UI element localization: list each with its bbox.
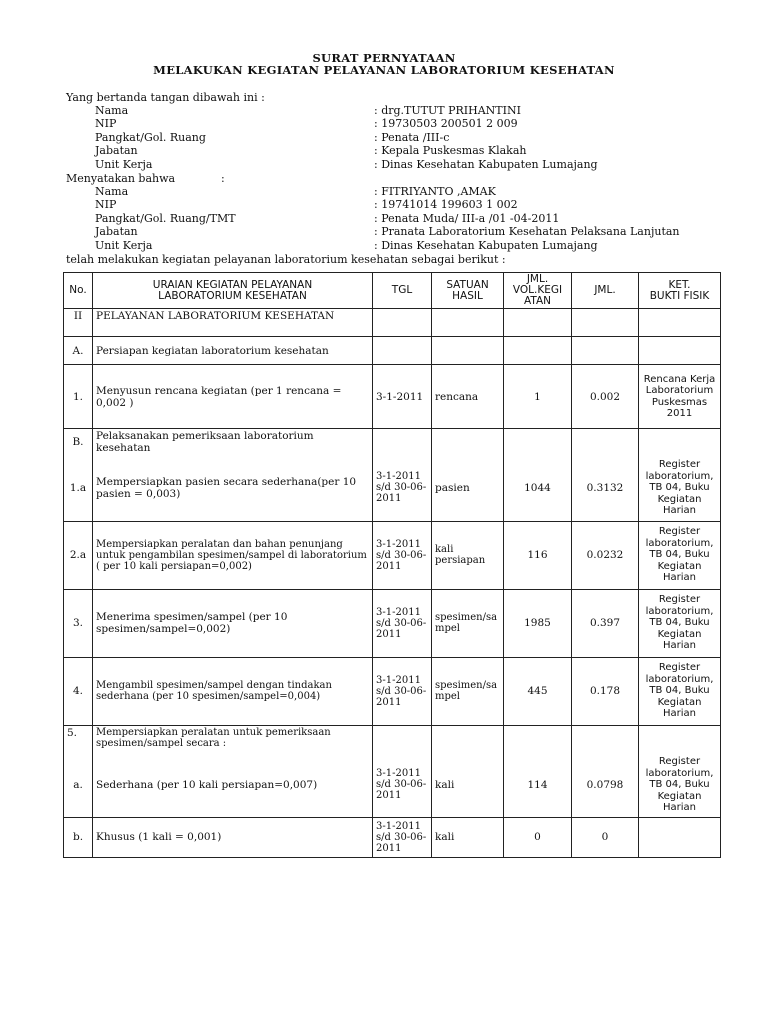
group-a-no: A. [64,337,93,365]
header-ket-line1: KET. [668,278,691,291]
table-row [64,365,721,429]
row-vol: 1985 [504,589,572,657]
subject-label-jabatan: Jabatan [95,225,138,238]
header-satuan-line1: SATUAN [446,278,489,291]
row-uraian: Sederhana (per 10 kali persiapan=0,007) [93,753,373,817]
table-row [64,725,721,753]
signer-label-nama: Nama [95,104,129,117]
row-uraian: Mempersiapkan pasien secara sederhana(per 10 pasien = 0,003) [93,455,373,521]
subject-value-jabatan: : Pranata Laboratorium Kesehatan Pelaksana Lanjutan [374,225,680,238]
row-ket: Register laboratorium, TB 04, Buku Kegiatan Harian [639,521,721,589]
row-vol: 1 [504,365,572,429]
table-row [64,657,721,725]
signer-label-nip: NIP [95,117,117,130]
subject-intro: Menyatakan bahwa [66,172,176,185]
activity-table [63,272,721,858]
row-jml: 0.002 [572,365,639,429]
signer-value-pangkat: : Penata /III-c [374,131,450,144]
row-tgl: 3-1-2011 s/d 30-06-2011 [373,817,432,857]
table-row [64,589,721,657]
row-no: 2.a [64,521,93,589]
signer-value-nama: : drg.TUTUT PRIHANTINI [374,104,521,117]
row-satuan: spesimen/sa mpel [432,589,504,657]
table-row [64,455,721,521]
header-vol-line3: ATAN [523,295,551,307]
row-tgl: 3-1-2011 s/d 30-06-2011 [373,455,432,521]
header-uraian-line1: URAIAN KEGIATAN PELAYANAN [152,278,313,291]
group-b-label: Pelaksanakan pemeriksaan laboratorium kesehatan [93,429,373,456]
row-jml: 0.0798 [572,753,639,817]
table-row [64,429,721,456]
header-satuan-line2: HASIL [452,289,483,302]
row-ket: Rencana Kerja Laboratorium Puskesmas 2011 [639,365,721,429]
row-jml: 0.0232 [572,521,639,589]
section-label: PELAYANAN LABORATORIUM KESEHATAN [93,309,373,337]
header-tgl: TGL [373,273,432,309]
row-vol: 114 [504,753,572,817]
subject-value-unit: : Dinas Kesehatan Kabupaten Lumajang [374,239,598,252]
row-uraian: Khusus (1 kali = 0,001) [93,817,373,857]
row-satuan: kali persiapan [432,521,504,589]
row-ket [639,817,721,857]
row-uraian: Mempersiapkan peralatan dan bahan penunjang untuk pengambilan spesimen/sampel di laboratorium ( per 10 kali persiapan=0,002) [93,521,373,589]
row-satuan: kali [432,753,504,817]
group-b-no: B. [64,429,93,456]
row-uraian: Mengambil spesimen/sampel dengan tindakan sederhana (per 10 spesimen/sampel=0,004) [93,657,373,725]
row-no: 3. [64,589,93,657]
signer-value-unit: : Dinas Kesehatan Kabupaten Lumajang [374,158,598,171]
row-ket: Register laboratorium, TB 04, Buku Kegiatan Harian [639,753,721,817]
row-no: 1. [64,365,93,429]
table-row [64,753,721,817]
row-uraian: Mempersiapkan peralatan untuk pemeriksaan spesimen/sampel secara : [93,725,373,753]
signer-label-pangkat: Pangkat/Gol. Ruang [95,131,206,144]
row-uraian: Menerima spesimen/sampel (per 10 spesimen/sampel=0,002) [93,589,373,657]
header-ket-line2: BUKTI FISIK [649,289,710,302]
row-tgl: 3-1-2011 s/d 30-06-2011 [373,657,432,725]
header-ket [639,273,721,309]
signer-value-nip: : 19730503 200501 2 009 [374,117,518,130]
signer-label-jabatan: Jabatan [95,144,138,157]
signer-value-jabatan: : Kepala Puskesmas Klakah [374,144,527,157]
subject-label-nip: NIP [95,198,117,211]
row-no: b. [64,817,93,857]
table-row [64,817,721,857]
signer-intro: Yang bertanda tangan dibawah ini : [66,91,265,104]
row-tgl: 3-1-2011 s/d 30-06-2011 [373,589,432,657]
row-tgl: 3-1-2011 s/d 30-06-2011 [373,753,432,817]
row-ket: Register laboratorium, TB 04, Buku Kegiatan Harian [639,589,721,657]
subject-value-nip: : 19741014 199603 1 002 [374,198,518,211]
row-jml: 0 [572,817,639,857]
subject-label-nama: Nama [95,185,129,198]
statement-text: telah melakukan kegiatan pelayanan laboratorium kesehatan sebagai berikut : [66,253,506,266]
table-row [64,521,721,589]
row-satuan: kali [432,817,504,857]
subject-value-pangkat: : Penata Muda/ III-a /01 -04-2011 [374,212,560,225]
table-header-row [64,273,721,309]
header-vol-line1: JML. [526,273,549,285]
subject-value-nama: : FITRIYANTO ,AMAK [374,185,496,198]
row-no: a. [64,753,93,817]
row-ket: Register laboratorium, TB 04, Buku Kegiatan Harian [639,455,721,521]
header-vol-line2: VOL.KEGI [512,284,563,296]
row-jml: 0.178 [572,657,639,725]
subject-label-pangkat: Pangkat/Gol. Ruang/TMT [95,212,236,225]
row-jml: 0.3132 [572,455,639,521]
row-jml: 0.397 [572,589,639,657]
doc-subtitle: MELAKUKAN KEGIATAN PELAYANAN LABORATORIUM KESEHATAN [153,63,615,77]
row-tgl: 3-1-2011 [373,365,432,429]
row-uraian: Menyusun rencana kegiatan (per 1 rencana = 0,002 ) [93,365,373,429]
subject-intro-colon: : [221,172,225,185]
header-jml: JML. [572,273,639,309]
row-no: 5. [64,725,93,753]
table-row [64,337,721,365]
row-satuan: rencana [432,365,504,429]
row-ket: Register laboratorium, TB 04, Buku Kegiatan Harian [639,657,721,725]
row-tgl: 3-1-2011 s/d 30-06-2011 [373,521,432,589]
doc-title: SURAT PERNYATAAN [312,51,456,65]
signer-label-unit: Unit Kerja [95,158,153,171]
header-uraian-line2: LABORATORIUM KESEHATAN [158,289,307,302]
row-no: 1.a [64,455,93,521]
row-no: 4. [64,657,93,725]
table-row [64,309,721,337]
row-vol: 116 [504,521,572,589]
row-vol: 0 [504,817,572,857]
group-a-label: Persiapan kegiatan laboratorium kesehatan [93,337,373,365]
header-satuan [432,273,504,309]
section-no: II [64,309,93,337]
header-uraian [93,273,373,309]
header-no: No. [64,273,93,309]
row-satuan: spesimen/sa mpel [432,657,504,725]
row-satuan: pasien [432,455,504,521]
row-vol: 445 [504,657,572,725]
header-vol [504,273,572,309]
row-vol: 1044 [504,455,572,521]
subject-label-unit: Unit Kerja [95,239,153,252]
